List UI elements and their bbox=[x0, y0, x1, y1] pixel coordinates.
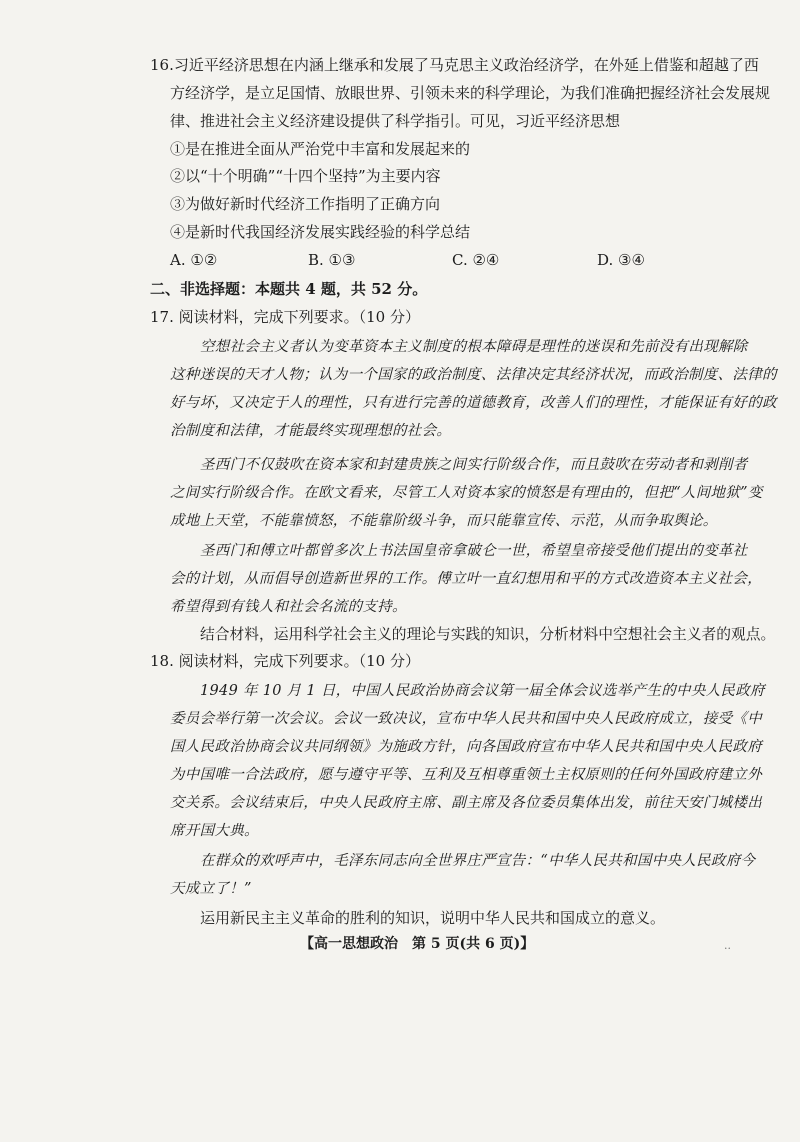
q18-material-p1-l6: 席开国大典。 bbox=[170, 823, 259, 839]
q17-title: 17. 阅读材料，完成下列要求。（10 分） bbox=[150, 308, 420, 326]
q18-material-p2-l1: 在群众的欢呼声中，毛泽东同志向全世界庄严宣告：“中华人民共和国中央人民政府今 bbox=[200, 853, 756, 869]
q18-title: 18. 阅读材料，完成下列要求。（10 分） bbox=[150, 652, 420, 670]
q17-material-p1-l4: 治制度和法律，才能最终实现理想的社会。 bbox=[170, 423, 452, 439]
page-footer: 【高一思想政治 第 5 页(共 6 页)】 bbox=[300, 936, 535, 952]
q16-statement-3: ③为做好新时代经济工作指明了正确方向 bbox=[170, 195, 441, 213]
q17-material-p2-l3: 成地上天堂，不能靠愤怒，不能靠阶级斗争，而只能靠宣传、示范，从而争取舆论。 bbox=[170, 513, 718, 529]
q18-material-p1-l4: 为中国唯一合法政府，愿与遵守平等、互利及互相尊重领土主权原则的任何外国政府建立外 bbox=[170, 767, 762, 783]
q17-material-p1-l3: 好与坏，又决定于人的理性，只有进行完善的道德教育，改善人们的理性，才能保证有好的政 bbox=[170, 395, 777, 411]
q17-material-p3-l1: 圣西门和傅立叶都曾多次上书法国皇帝拿破仑一世，希望皇帝接受他们提出的变革社 bbox=[200, 543, 748, 559]
q18-material-p1-l2: 委员会举行第一次会议。会议一致决议，宣布中华人民共和国中央人民政府成立，接受《中 bbox=[170, 711, 762, 727]
q17-material-p2-l2: 之间实行阶级合作。在欧文看来，尽管工人对资本家的愤怒是有理由的，但把“人间地狱”变 bbox=[170, 485, 763, 501]
q18-material-p2-l2: 天成立了！” bbox=[170, 881, 252, 897]
q17-material-p1-l1: 空想社会主义者认为变革资本主义制度的根本障碍是理性的迷误和先前没有出现解除 bbox=[200, 339, 748, 355]
q18-material-p1-l1: 1949 年 10 月 1 日，中国人民政治协商会议第一届全体会议选举产生的中央人民政府 bbox=[200, 683, 765, 699]
q16-stem-line-3: 律、推进社会主义经济建设提供了科学指引。可见，习近平经济思想 bbox=[170, 112, 621, 130]
q18-material-p1-l3: 国人民政治协商会议共同纲领》为施政方针，向各国政府宣布中华人民共和国中央人民政府 bbox=[170, 739, 762, 755]
q16-option-b: B. ①③ bbox=[308, 251, 356, 269]
q16-stem-line-1: 16.习近平经济思想在内涵上继承和发展了马克思主义政治经济学，在外延上借鉴和超越了西 bbox=[150, 56, 759, 74]
q16-statement-4: ④是新时代我国经济发展实践经验的科学总结 bbox=[170, 223, 471, 241]
q16-statement-1: ①是在推进全面从严治党中丰富和发展起来的 bbox=[170, 140, 471, 158]
q16-statement-2: ②以“十个明确”“十四个坚持”为主要内容 bbox=[170, 167, 441, 185]
q17-material-p3-l3: 希望得到有钱人和社会名流的支持。 bbox=[170, 599, 407, 615]
q18-material-p1-l5: 交关系。会议结束后，中央人民政府主席、副主席及各位委员集体出发，前往天安门城楼出 bbox=[170, 795, 762, 811]
q17-material-p3-l2: 会的计划，从而倡导创造新世界的工作。傅立叶一直幻想用和平的方式改造资本主义社会， bbox=[170, 571, 762, 587]
q17-task: 结合材料，运用科学社会主义的理论与实践的知识，分析材料中空想社会主义者的观点。 bbox=[200, 626, 776, 643]
q18-task: 运用新民主主义革命的胜利的知识，说明中华人民共和国成立的意义。 bbox=[200, 909, 666, 927]
section-heading: 二、非选择题：本题共 4 题，共 52 分。 bbox=[150, 280, 428, 298]
corner-mark: ·· bbox=[724, 942, 731, 955]
q16-stem-line-2: 方经济学，是立足国情、放眼世界、引领未来的科学理论，为我们准确把握经济社会发展规 bbox=[170, 84, 771, 102]
q16-option-c: C. ②④ bbox=[452, 251, 500, 269]
q16-option-a: A. ①② bbox=[170, 251, 218, 269]
q17-material-p2-l1: 圣西门不仅鼓吹在资本家和封建贵族之间实行阶级合作，而且鼓吹在劳动者和剥削者 bbox=[200, 457, 748, 473]
q17-material-p1-l2: 这种迷误的天才人物；认为一个国家的政治制度、法律决定其经济状况，而政治制度、法律的 bbox=[170, 367, 777, 383]
q16-option-d: D. ③④ bbox=[597, 251, 645, 269]
